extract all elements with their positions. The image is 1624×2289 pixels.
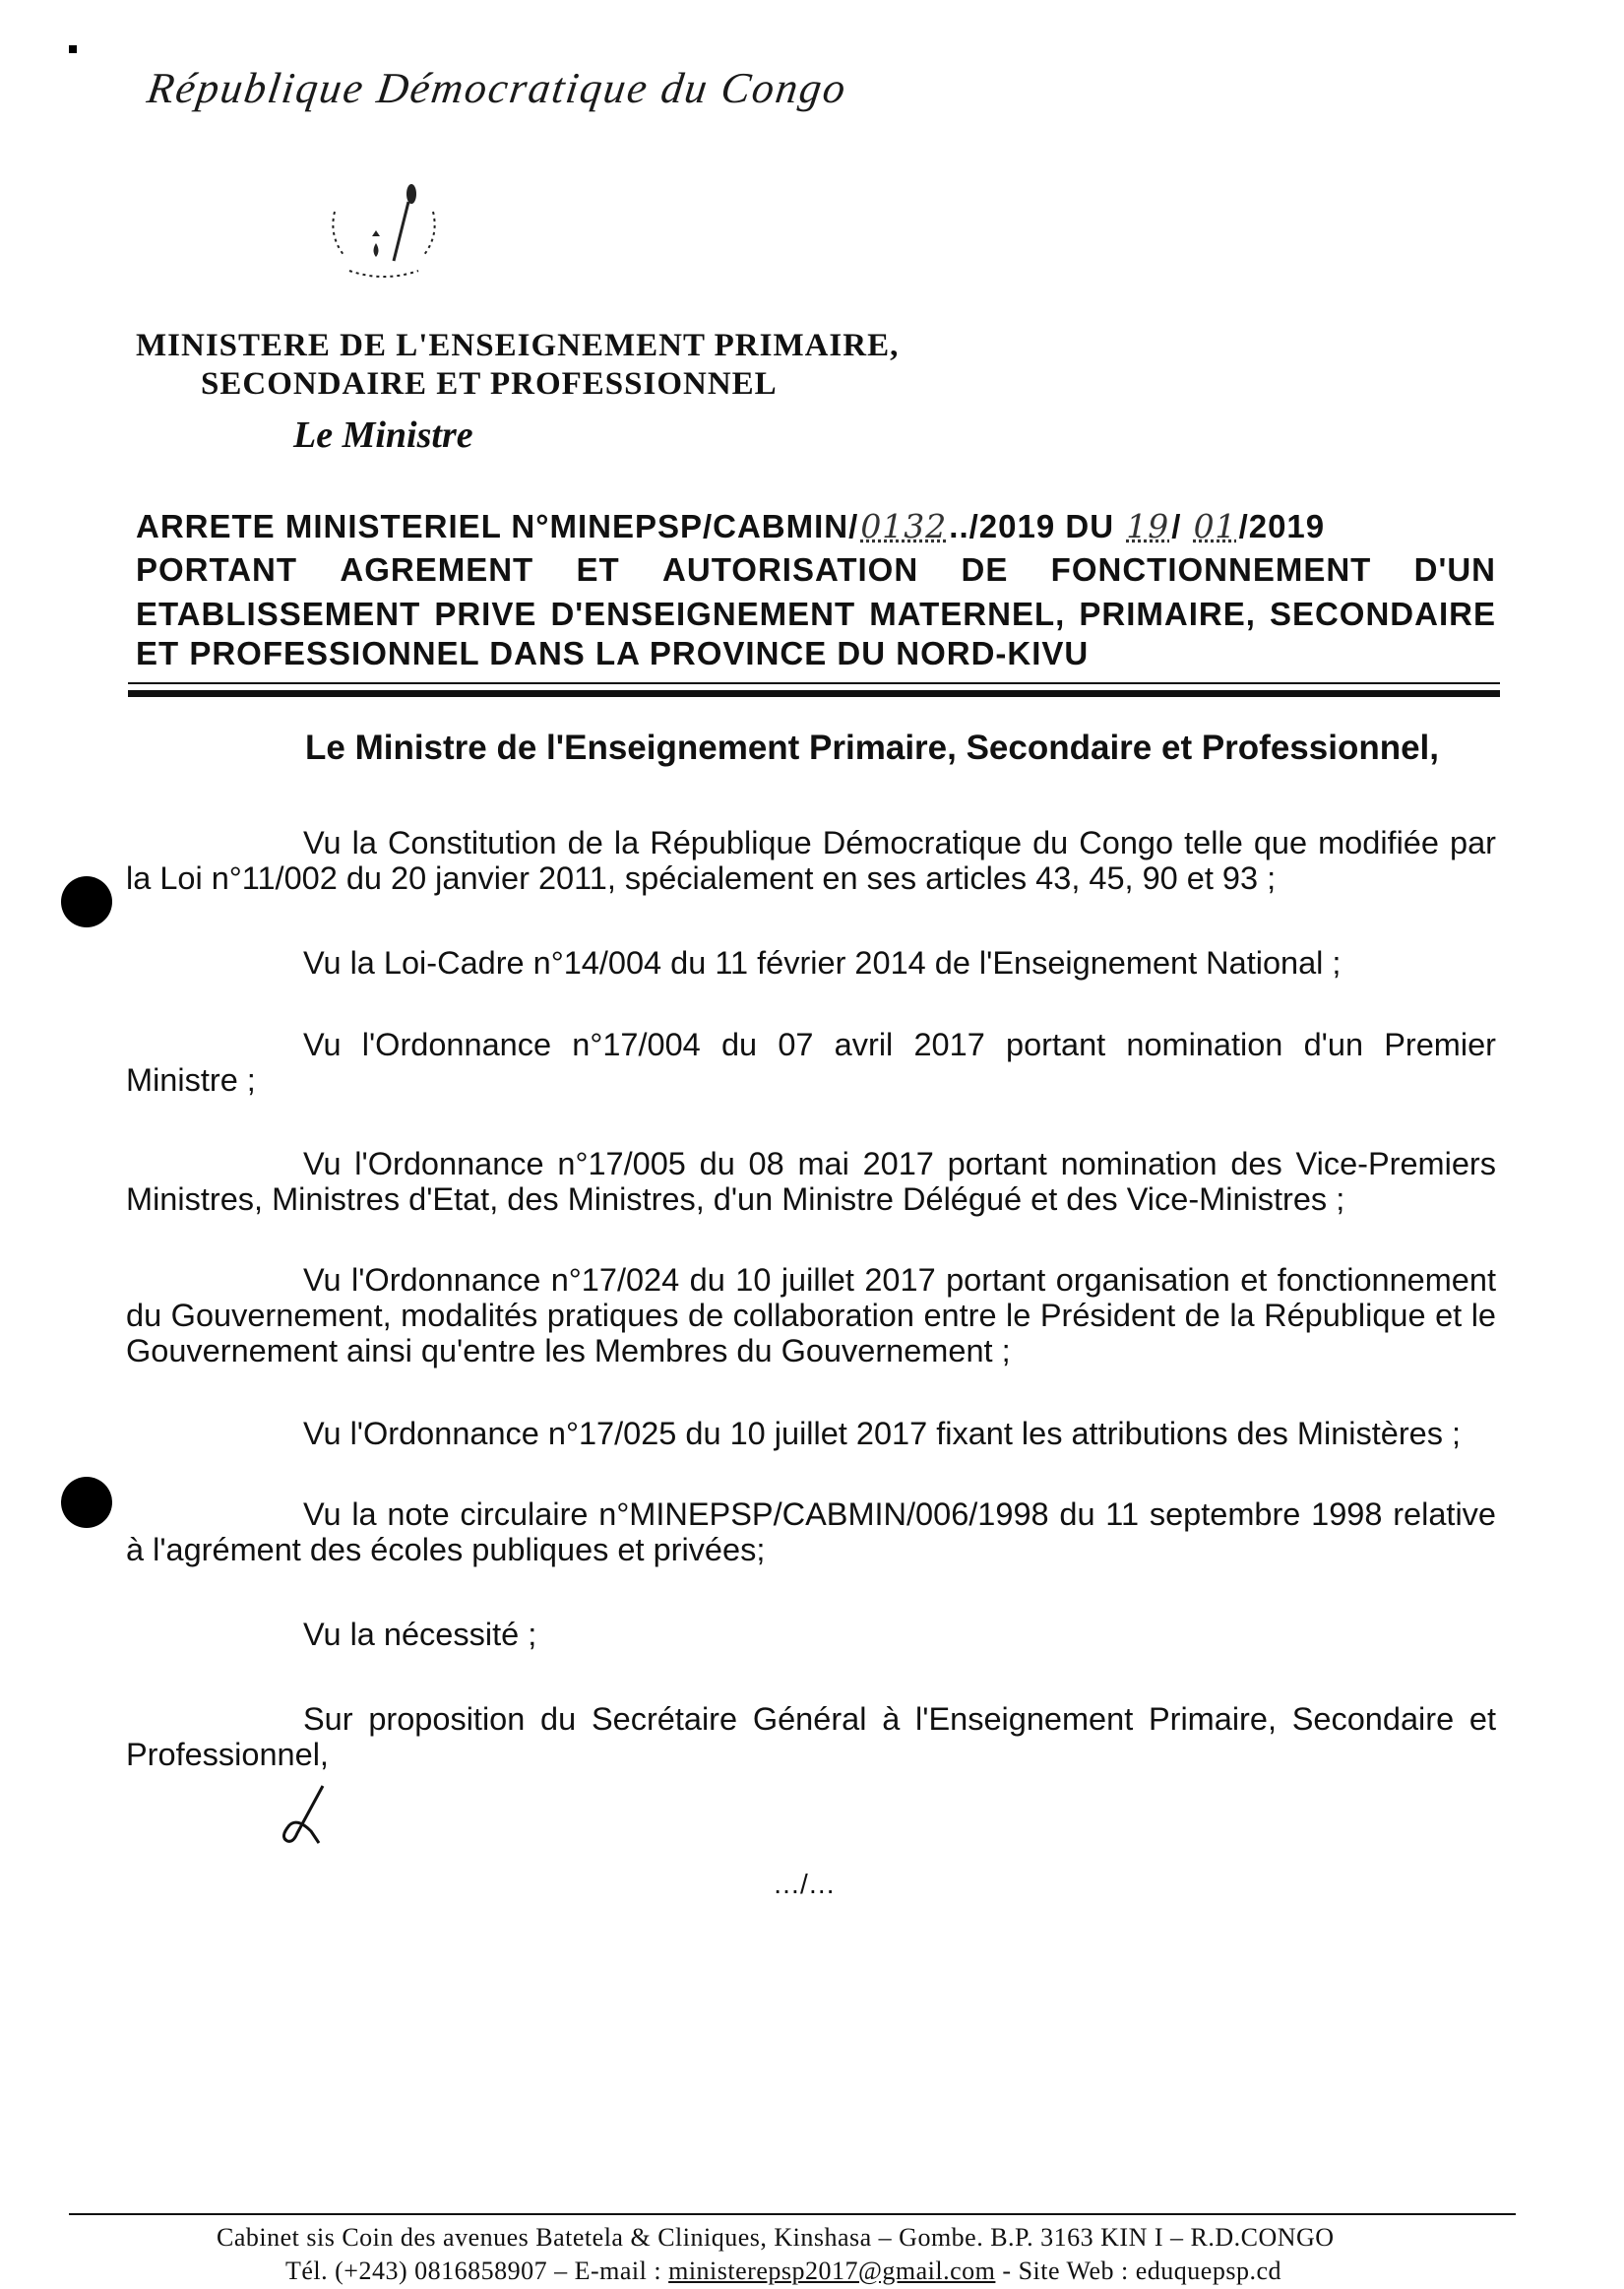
title-word: PRIVE bbox=[434, 596, 537, 632]
decree-year-sep: ../2019 DU bbox=[949, 508, 1115, 544]
paragraph-text: Sur proposition du Secrétaire Général à l'Enseignement Primaire, Secondaire et Professionnel, bbox=[126, 1701, 1496, 1772]
title-word: PRIMAIRE, bbox=[1079, 596, 1256, 632]
title-word: ET bbox=[576, 551, 620, 588]
paragraph-text: Vu l'Ordonnance n°17/024 du 10 juillet 2017 portant organisation et fonctionnement du Gouvernement, modalités pratiques de collaboration entre le Président de la République et le Gouvernement ainsi qu'entre les Membres du Gouvernement ; bbox=[126, 1262, 1496, 1368]
visa-necessite bbox=[126, 1617, 1496, 1652]
scan-mark bbox=[69, 45, 77, 53]
footer-address: Cabinet sis Coin des avenues Batetela & Cliniques, Kinshasa – Gombe. B.P. 3163 KIN I – R.D.CONGO bbox=[217, 2223, 1335, 2252]
title-divider-thick bbox=[128, 690, 1500, 697]
title-word: AGREMENT bbox=[340, 551, 534, 588]
signatory-title: Le Ministre bbox=[293, 414, 473, 456]
decree-title-line1: ARRETE MINISTERIEL N°MINEPSP/CABMIN/0132../2019 DU 19/ 01/2019 bbox=[136, 507, 1326, 545]
paragraph-text: Vu la Loi-Cadre n°14/004 du 11 février 2014 de l'Enseignement National ; bbox=[303, 945, 1342, 981]
title-word: DE bbox=[961, 551, 1009, 588]
punch-hole-mark bbox=[61, 876, 112, 927]
visa-ordonnance-17-004 bbox=[126, 1027, 1496, 1098]
visa-ordonnance-17-005 bbox=[126, 1146, 1496, 1217]
visa-ordonnance-17-024 bbox=[126, 1262, 1496, 1368]
decree-year-end: /2019 bbox=[1238, 508, 1326, 544]
paragraph-text: Vu l'Ordonnance n°17/005 du 08 mai 2017 portant nomination des Vice-Premiers Ministres, Ministres d'Etat, des Ministres, d'un Ministre Délégué et des Vice-Ministres ; bbox=[126, 1146, 1496, 1217]
visa-loi-cadre bbox=[126, 945, 1496, 981]
visa-ordonnance-17-025 bbox=[126, 1416, 1496, 1451]
footer-email-link[interactable]: ministerepsp2017@gmail.com bbox=[668, 2257, 996, 2285]
footer-contact bbox=[285, 2257, 1281, 2286]
title-word: PORTANT bbox=[136, 551, 298, 588]
visa-constitution bbox=[126, 825, 1496, 896]
paragraph-text: Vu la nécessité ; bbox=[303, 1617, 537, 1652]
visa-note-circulaire bbox=[126, 1496, 1496, 1567]
paragraph-text: Vu la note circulaire n°MINEPSP/CABMIN/006/1998 du 11 septembre 1998 relative à l'agrément des écoles publiques et privées; bbox=[126, 1496, 1496, 1567]
republic-heading: République Démocratique du Congo bbox=[144, 64, 850, 112]
coat-of-arms-emblem bbox=[315, 182, 453, 290]
decree-prefix: ARRETE MINISTERIEL N°MINEPSP/CABMIN/ bbox=[136, 508, 859, 544]
title-word: ETABLISSEMENT bbox=[136, 596, 421, 632]
title-word: MATERNEL, bbox=[869, 596, 1066, 632]
decree-title-line3 bbox=[136, 596, 1496, 633]
decree-day-handwritten: 19 bbox=[1126, 507, 1170, 545]
intro-minister: Le Ministre de l'Enseignement Primaire, Secondaire et Professionnel, bbox=[305, 729, 1440, 767]
paragraph-text: Vu l'Ordonnance n°17/004 du 07 avril 2017 portant nomination d'un Premier Ministre ; bbox=[126, 1027, 1496, 1098]
decree-number-handwritten: 0132 bbox=[860, 507, 948, 545]
page-continuation: …/… bbox=[773, 1869, 836, 1899]
title-divider-thin bbox=[128, 682, 1500, 684]
title-word: D'UN bbox=[1413, 551, 1496, 588]
punch-hole-mark bbox=[61, 1477, 112, 1528]
footer-site: - Site Web : eduquepsp.cd bbox=[995, 2257, 1282, 2285]
paragraph-text: Vu la Constitution de la République Démocratique du Congo telle que modifiée par la Loi n°11/002 du 20 janvier 2011, spécialement en ses articles 43, 45, 90 et 93 ; bbox=[126, 825, 1496, 896]
decree-title-line2 bbox=[136, 551, 1496, 589]
title-word: D'ENSEIGNEMENT bbox=[550, 596, 856, 632]
decree-title-line4: ET PROFESSIONNEL DANS LA PROVINCE DU NORD-KIVU bbox=[136, 635, 1090, 671]
title-word: AUTORISATION bbox=[662, 551, 919, 588]
ministry-name-line2: SECONDAIRE ET PROFESSIONNEL bbox=[201, 366, 778, 402]
title-word: SECONDAIRE bbox=[1269, 596, 1496, 632]
title-word: FONCTIONNEMENT bbox=[1050, 551, 1372, 588]
decree-month-handwritten: 01 bbox=[1193, 507, 1237, 545]
ministry-name-line1: MINISTERE DE L'ENSEIGNEMENT PRIMAIRE, bbox=[136, 328, 900, 363]
proposition-secretaire-general bbox=[126, 1701, 1496, 1772]
handwritten-initial bbox=[276, 1782, 335, 1851]
footer-divider bbox=[69, 2213, 1516, 2215]
footer-tel: Tél. (+243) 0816858907 – E-mail : bbox=[285, 2257, 669, 2285]
paragraph-text: Vu l'Ordonnance n°17/025 du 10 juillet 2017 fixant les attributions des Ministères ; bbox=[303, 1416, 1462, 1451]
